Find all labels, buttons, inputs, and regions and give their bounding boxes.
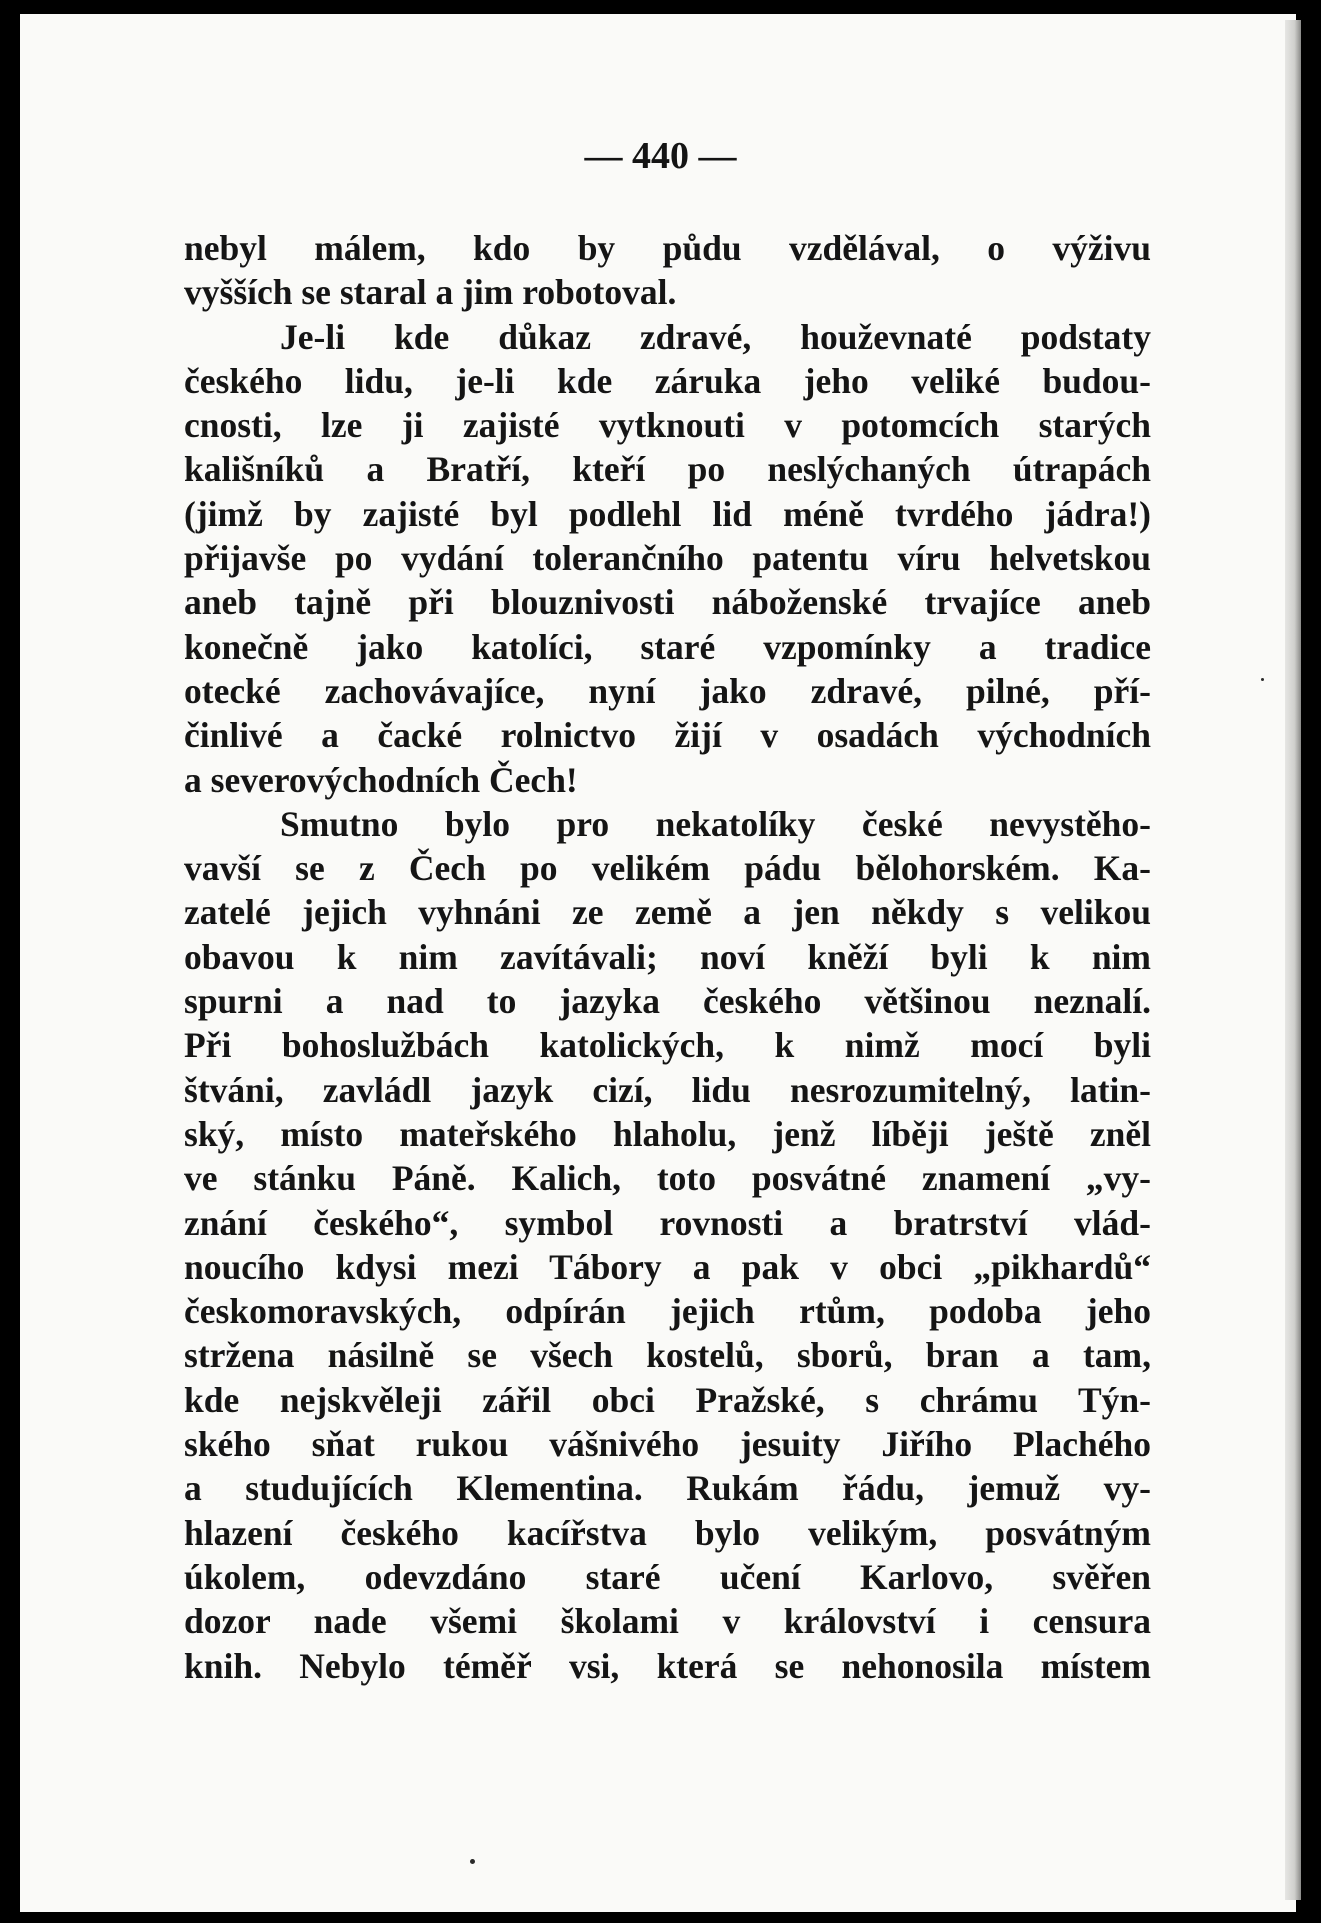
- text-line: kališníků a Bratří, kteří po neslýchaných útrapách: [184, 449, 1151, 490]
- text-line: ve stánku Páně. Kalich, toto posvátné znamení „vy-: [184, 1158, 1151, 1199]
- text-line: vavší se z Čech po velikém pádu bělohorském. Ka-: [184, 848, 1151, 889]
- text-line: přijavše po vydání tolerančního patentu víru helvetskou: [184, 538, 1151, 579]
- page-number: — 440 —: [584, 135, 737, 177]
- text-line: Při bohoslužbách katolických, k nimž mocí byli: [184, 1025, 1151, 1066]
- text-line: ského sňat rukou vášnivého jesuity Jiřího Plachého: [184, 1424, 1151, 1465]
- text-line: konečně jako katolíci, staré vzpomínky a tradice: [184, 626, 1151, 667]
- text-line: ský, místo mateřského hlaholu, jenž líběji ještě zněl: [184, 1113, 1151, 1154]
- text-line: štváni, zavládl jazyk cizí, lidu nesrozumitelný, latin-: [184, 1069, 1151, 1110]
- text-line: zatelé jejich vyhnáni ze země a jen někdy s velikou: [184, 892, 1151, 933]
- text-line: kde nejskvěleji zářil obci Pražské, s chrámu Týn-: [184, 1379, 1151, 1420]
- text-line: nebyl málem, kdo by půdu vzdělával, o výživu: [184, 228, 1151, 268]
- text-line: dozor nade všemi školami v království i censura: [184, 1601, 1151, 1642]
- body-text: [184, 226, 1151, 1686]
- text-line: znání českého“, symbol rovnosti a bratrství vlád-: [184, 1202, 1151, 1243]
- paragraph-first-line: Smutno bylo pro nekatolíky české nevystěho-: [280, 803, 1151, 844]
- text-line: (jimž by zajisté byl podlehl lid méně tvrdého jádra!): [184, 493, 1151, 534]
- text-line: a severovýchodních Čech!: [184, 759, 578, 800]
- text-line: spurni a nad to jazyka českého většinou neznalí.: [184, 981, 1151, 1022]
- text-line: činlivé a čacké rolnictvo žijí v osadách východních: [184, 715, 1151, 756]
- text-line: obavou k nim zavítávali; noví kněží byli k nim: [184, 936, 1151, 977]
- text-line: noucího kdysi mezi Tábory a pak v obci „pikhardů“: [184, 1246, 1151, 1287]
- text-line: a studujících Klementina. Rukám řádu, jemuž vy-: [184, 1468, 1151, 1509]
- page-edge: [1285, 20, 1301, 1900]
- text-line: českého lidu, je-li kde záruka jeho veliké budou-: [184, 360, 1151, 401]
- text-line: stržena násilně se všech kostelů, sborů, bran a tam,: [184, 1335, 1151, 1376]
- ink-speck: [1261, 678, 1264, 681]
- text-line: hlazení českého kacířstva bylo velikým, posvátným: [184, 1512, 1151, 1553]
- text-line: vyšších se staral a jim robotoval.: [184, 272, 677, 313]
- ink-speck: [470, 1859, 475, 1864]
- text-line: otecké zachovávajíce, nyní jako zdravé, pilné, pří-: [184, 670, 1151, 711]
- text-line: aneb tajně při blouznivosti náboženské trvajíce aneb: [184, 582, 1151, 623]
- text-line: českomoravských, odpírán jejich rtům, podoba jeho: [184, 1291, 1151, 1332]
- text-line: knih. Nebylo téměř vsi, která se nehonosila místem: [184, 1645, 1151, 1686]
- text-line: úkolem, odevzdáno staré učení Karlovo, svěřen: [184, 1556, 1151, 1597]
- text-line: cnosti, lze ji zajisté vytknouti v potomcích starých: [184, 405, 1151, 446]
- paragraph-first-line: Je-li kde důkaz zdravé, houževnaté podstaty: [280, 316, 1151, 357]
